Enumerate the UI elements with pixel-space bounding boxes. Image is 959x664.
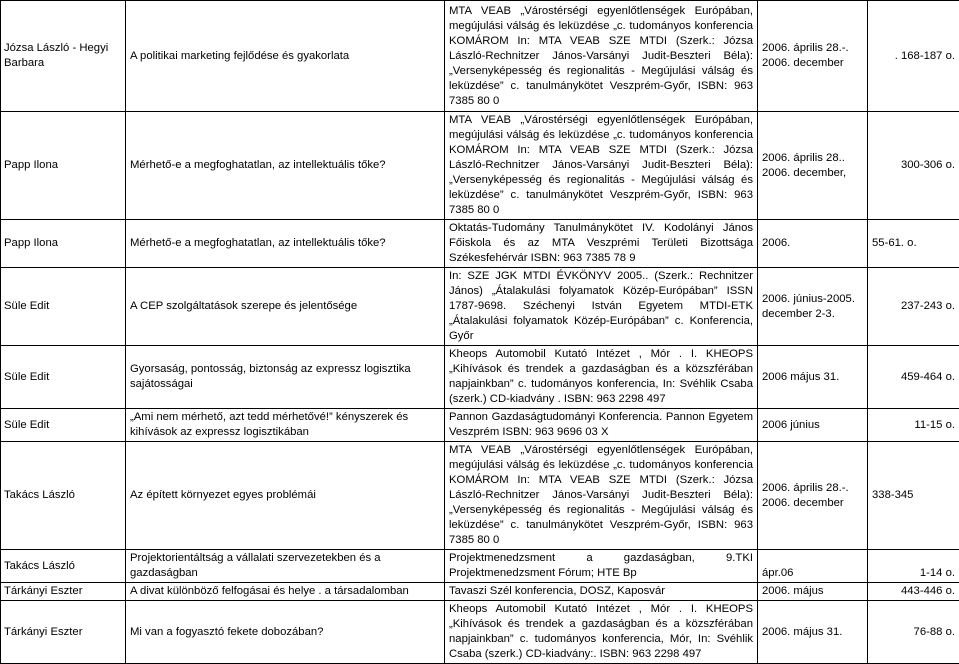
pages-cell: 1-14 o.	[868, 550, 959, 583]
publication-cell: Oktatás-Tudomány Tanulmánykötet IV. Kodolányi János Főiskola és az MTA Veszprémi Területi Bizottsága Székesfehérvár ISBN: 963 7385 78 9	[445, 220, 758, 268]
table-row	[1, 550, 959, 583]
table-row	[1, 442, 959, 550]
pages-cell: 459-464 o.	[868, 346, 959, 409]
author-cell: Papp Ilona	[1, 112, 126, 220]
table-row	[1, 346, 959, 409]
pages-cell: . 168-187 o.	[868, 1, 959, 112]
publication-cell: MTA VEAB „Várostérségi egyenlőtlenségek Európában, megújulási válság és leküzdése „c. tudományos konferencia KOMÁROM In: MTA VEAB SZE MTDI (Szerk.: Józsa László-Rechnitzer János-Varsányi Judit-Beszteri Béla): „Versenyképesség és regionalitás - Megújulási válság és leküzdése” c. tanulmánykötet Veszprém-Győr, ISBN: 963 7385 80 0	[445, 112, 758, 220]
table-row	[1, 409, 959, 442]
author-cell: Süle Edit	[1, 409, 126, 442]
date-cell: 2006. április 28.. 2006. december,	[758, 112, 868, 220]
pages-cell: 76-88 o.	[868, 601, 959, 664]
title-cell: A CEP szolgáltatások szerepe és jelentősége	[126, 268, 445, 346]
publication-cell: MTA VEAB „Várostérségi egyenlőtlenségek Európában, megújulási válság és leküzdése „c. tudományos konferencia KOMÁROM In: MTA VEAB SZE MTDI (Szerk.: Józsa László-Rechnitzer János-Varsányi Judit-Beszteri Béla): „Versenyképesség és regionalitás - Megújulási válság és leküzdése” c. tanulmánykötet Veszprém-Győr, ISBN: 963 7385 80 0	[445, 1, 758, 112]
date-cell: 2006.	[758, 220, 868, 268]
title-cell: Projektorientáltság a vállalati szervezetekben és a gazdaságban	[126, 550, 445, 583]
publication-cell: Pannon Gazdaságtudományi Konferencia. Pannon Egyetem Veszprém ISBN: 963 9696 03 X	[445, 409, 758, 442]
date-cell: 2006. április 28.-. 2006. december	[758, 442, 868, 550]
publication-cell: Tavaszi Szél konferencia, DOSZ, Kaposvár	[445, 583, 758, 601]
date-cell: 2006. május	[758, 583, 868, 601]
author-cell: Tárkányi Eszter	[1, 583, 126, 601]
author-cell: Süle Edit	[1, 346, 126, 409]
date-cell: 2006 június	[758, 409, 868, 442]
author-cell: Papp Ilona	[1, 220, 126, 268]
title-cell: Mérhető-e a megfoghatatlan, az intellektuális tőke?	[126, 112, 445, 220]
title-cell: Mi van a fogyasztó fekete dobozában?	[126, 601, 445, 664]
table-row	[1, 268, 959, 346]
pages-cell: 338-345	[868, 442, 959, 550]
publication-cell: In: SZE JGK MTDI ÉVKÖNYV 2005.. (Szerk.: Rechnitzer János) „Átalakulási folyamatok Közép-Európában” ISSN 1787-9698. Széchenyi István Egyetem MTDI-ETK „Átalakulási folyamatok Közép-Európában” c. Konferencia, Győr	[445, 268, 758, 346]
title-cell: Az épített környezet egyes problémái	[126, 442, 445, 550]
date-cell: ápr.06	[758, 550, 868, 583]
publication-cell: Kheops Automobil Kutató Intézet , Mór . I. KHEOPS „Kihívások és trendek a gazdaságban és a közszférában napjainkban” c. tudományos konferencia, In: Svéhlik Csaba (szerk.) CD-kiadvány . ISBN: 963 2298 497	[445, 346, 758, 409]
title-cell: „Ami nem mérhető, azt tedd mérhetővé!” kényszerek és kihívások az expressz logisztikában	[126, 409, 445, 442]
pages-cell: 55-61. o.	[868, 220, 959, 268]
publication-cell: Projektmenedzsment a gazdaságban, 9.TKI Projektmenedzsment Fórum; HTE Bp	[445, 550, 758, 583]
author-cell: Józsa László - Hegyi Barbara	[1, 1, 126, 112]
table-row	[1, 583, 959, 601]
date-cell: 2006 május 31.	[758, 346, 868, 409]
publication-cell: MTA VEAB „Várostérségi egyenlőtlenségek Európában, megújulási válság és leküzdése „c. tudományos konferencia KOMÁROM In: MTA VEAB SZE MTDI (Szerk.: Józsa László-Rechnitzer János-Varsányi Judit-Beszteri Béla): „Versenyképesség és regionalitás - Megújulási válság és leküzdése” c. tanulmánykötet Veszprém-Győr, ISBN: 963 7385 80 0	[445, 442, 758, 550]
table-row	[1, 601, 959, 664]
author-cell: Takács László	[1, 442, 126, 550]
date-cell: 2006. április 28.-. 2006. december	[758, 1, 868, 112]
author-cell: Süle Edit	[1, 268, 126, 346]
date-cell: 2006. június-2005. december 2-3.	[758, 268, 868, 346]
publication-cell: Kheops Automobil Kutató Intézet , Mór . I. KHEOPS „Kihívások és trendek a gazdaságban és a közszférában napjainkban” c. tudományos konferencia, Mór, In: Svéhlik Csaba (szerk.) CD-kiadvány:. ISBN: 963 2298 497	[445, 601, 758, 664]
table-row	[1, 220, 959, 268]
author-cell: Takács László	[1, 550, 126, 583]
title-cell: Mérhető-e a megfoghatatlan, az intellektuális tőke?	[126, 220, 445, 268]
table-row	[1, 112, 959, 220]
date-cell: 2006. május 31.	[758, 601, 868, 664]
title-cell: A divat különböző felfogásai és helye . a társadalomban	[126, 583, 445, 601]
pages-cell: 300-306 o.	[868, 112, 959, 220]
table-row	[1, 1, 959, 112]
pages-cell: 11-15 o.	[868, 409, 959, 442]
pages-cell: 443-446 o.	[868, 583, 959, 601]
author-cell: Tárkányi Eszter	[1, 601, 126, 664]
title-cell: Gyorsaság, pontosság, biztonság az expressz logisztika sajátosságai	[126, 346, 445, 409]
title-cell: A politikai marketing fejlődése és gyakorlata	[126, 1, 445, 112]
pages-cell: 237-243 o.	[868, 268, 959, 346]
